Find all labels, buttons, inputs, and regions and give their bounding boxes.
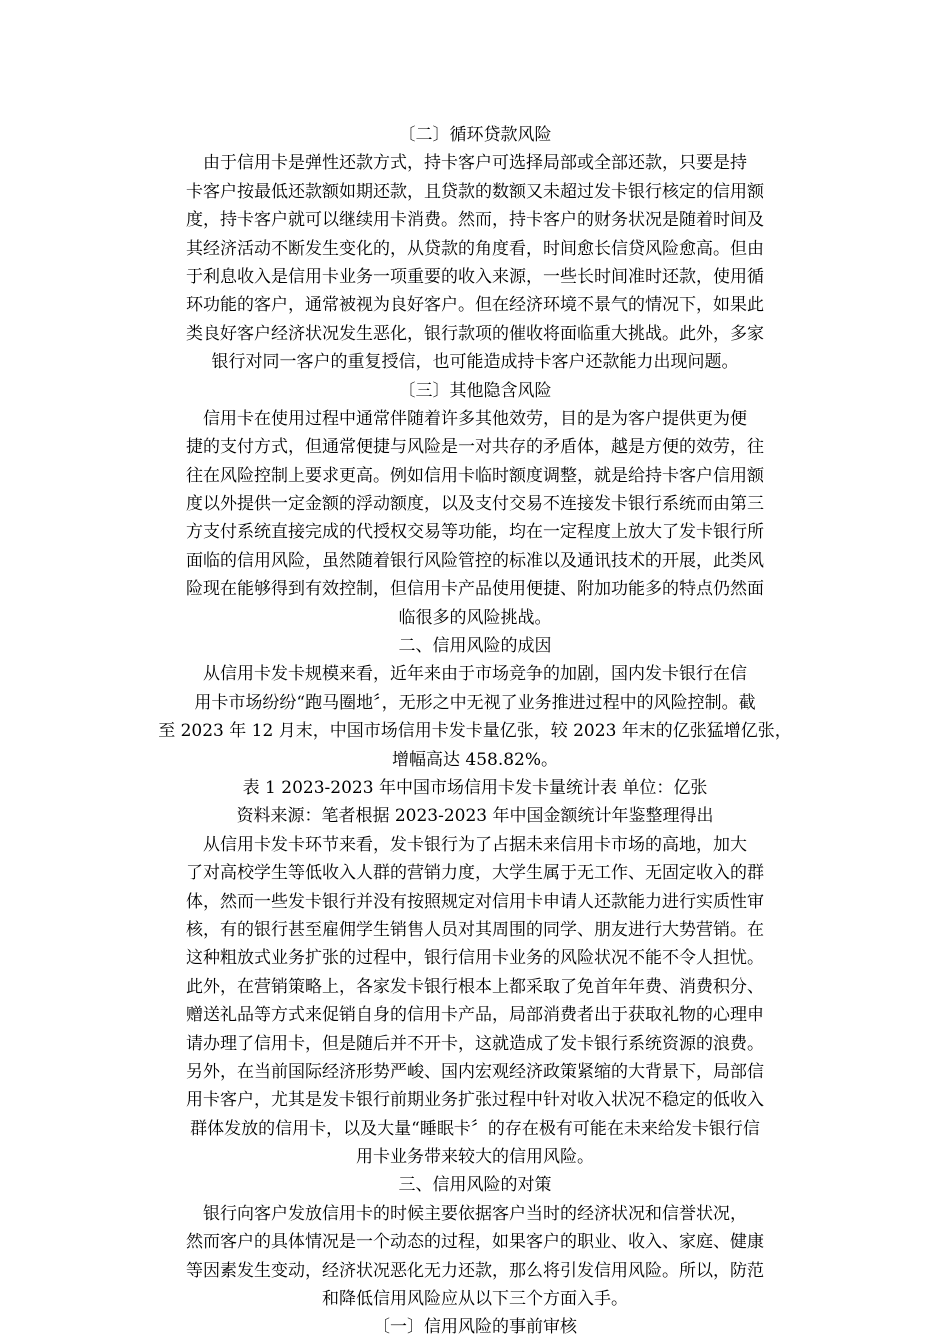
table-caption: 表 1 2023-2023 年中国市场信用卡发卡量统计表 单位：亿张 <box>242 777 708 798</box>
section-heading: 〔三〕其他隐含风险 <box>398 380 552 401</box>
document-body <box>150 121 800 1342</box>
paragraph-line: 这种粗放式业务扩张的过程中，银行信用卡业务的风险状况不能不令人担忧。 <box>186 948 764 969</box>
paragraph-line: 用卡业务带来较大的信用风险。 <box>356 1147 594 1168</box>
paragraph-line: 了对高校学生等低收入人群的营销力度，大学生属于无工作、无固定收入的群 <box>186 863 764 884</box>
paragraph-line: 往在风险控制上要求更高。例如信用卡临时额度调整，就是给持卡客户信用额 <box>186 465 764 486</box>
paragraph-line: 类良好客户经济状况发生恶化，银行款项的催收将面临重大挑战。此外，多家 <box>186 323 764 344</box>
paragraph-line: 方支付系统直接完成的代授权交易等功能，均在一定程度上放大了发卡银行所 <box>186 522 764 543</box>
paragraph-line: 核，有的银行甚至雇佣学生销售人员对其周围的同学、朋友进行大势营销。在 <box>186 919 764 940</box>
paragraph-line: 临很多的风险挑战。 <box>398 607 552 628</box>
paragraph-line: 请办理了信用卡，但是随后并不开卡，这就造成了发卡银行系统资源的浪费。 <box>186 1033 764 1054</box>
paragraph-line: 然而客户的具体情况是一个动态的过程，如果客户的职业、收入、家庭、健康 <box>186 1232 764 1253</box>
paragraph-line: 其经济活动不断发生变化的，从贷款的角度看，时间愈长信贷风险愈高。但由 <box>186 238 764 259</box>
section-heading: 〔二〕循环贷款风险 <box>398 125 552 145</box>
paragraph-line: 增幅高达 458.82%。 <box>391 749 559 770</box>
paragraph-line: 环功能的客户，通常被视为良好客户。但在经济环境不景气的情况下，如果此 <box>186 295 764 316</box>
paragraph-line: 等因素发生变动，经济状况恶化无力还款，那么将引发信用风险。所以，防范 <box>186 1260 764 1281</box>
paragraph-line: 捷的支付方式，但通常便捷与风险是一对共存的矛盾体，越是方便的效劳，往 <box>186 437 764 458</box>
section-heading: 二、信用风险的成因 <box>398 636 552 657</box>
paragraph-line: 险现在能够得到有效控制，但信用卡产品使用便捷、附加功能多的特点仍然面 <box>186 579 764 600</box>
paragraph-line: 度，持卡客户就可以继续用卡消费。然而，持卡客户的财务状况是随着时间及 <box>186 210 764 231</box>
paragraph-line: 信用卡在使用过程中通常伴随着许多其他效劳，目的是为客户提供更为便 <box>203 408 747 429</box>
paragraph-line: 用卡客户，尤其是发卡银行前期业务扩张过程中针对收入状况不稳定的低收入 <box>186 1090 764 1111</box>
paragraph-line: 体，然而一些发卡银行并没有按照规定对信用卡申请人还款能力进行实质性审 <box>186 891 764 912</box>
paragraph-line: 于利息收入是信用卡业务一项重要的收入来源，一些长时间准时还款，使用循 <box>186 266 764 287</box>
paragraph-line: 从信用卡发卡环节来看，发卡银行为了占据未来信用卡市场的高地，加大 <box>203 834 747 855</box>
paragraph-line: 度以外提供一定金额的浮动额度，以及支付交易不连接发卡银行系统而由第三 <box>186 494 764 515</box>
paragraph-line: 卡客户按最低还款额如期还款，且贷款的数额又未超过发卡银行核定的信用额 <box>186 181 764 202</box>
paragraph-line: 赠送礼品等方式来促销自身的信用卡产品，局部消费者出于获取礼物的心理申 <box>186 1005 764 1026</box>
source-note: 资料来源：笔者根据 2023-2023 年中国金额统计年鉴整理得出 <box>236 806 714 827</box>
paragraph-line: 从信用卡发卡规模来看，近年来由于市场竞争的加剧，国内发卡银行在信 <box>203 664 747 685</box>
paragraph-line: 银行向客户发放信用卡的时候主要依据客户当时的经济状况和信誉状况， <box>203 1203 747 1224</box>
section-heading: 〔一〕信用风险的事前审核 <box>373 1317 577 1338</box>
section-heading: 三、信用风险的对策 <box>398 1175 552 1196</box>
paragraph-line: 由于信用卡是弹性还款方式，持卡客户可选择局部或全部还款，只要是持 <box>203 153 747 174</box>
paragraph-line: 此外，在营销策略上，各家发卡银行根本上都采取了免首年年费、消费积分、 <box>186 976 764 997</box>
paragraph-line: 银行对同一客户的重复授信，也可能造成持卡客户还款能力出现问题。 <box>211 352 739 373</box>
paragraph-line: 至 2023 年 12 月末，中国市场信用卡发卡量亿张，较 2023 年末的亿张猛增亿张， <box>158 721 792 742</box>
paragraph-line: 另外，在当前国际经济形势严峻、国内宏观经济政策紧缩的大背景下，局部信 <box>186 1061 764 1082</box>
paragraph-line: 群体发放的信用卡，以及大量“睡眠卡〞的存在极有可能在未来给发卡银行信 <box>190 1118 760 1139</box>
paragraph-line: 用卡市场纷纷“跑马圈地〞，无形之中无视了业务推进过程中的风险控制。截 <box>194 692 756 713</box>
paragraph-line: 面临的信用风险，虽然随着银行风险管控的标准以及通讯技术的开展，此类风 <box>186 550 764 571</box>
paragraph-line: 和降低信用风险应从以下三个方面入手。 <box>322 1289 628 1310</box>
